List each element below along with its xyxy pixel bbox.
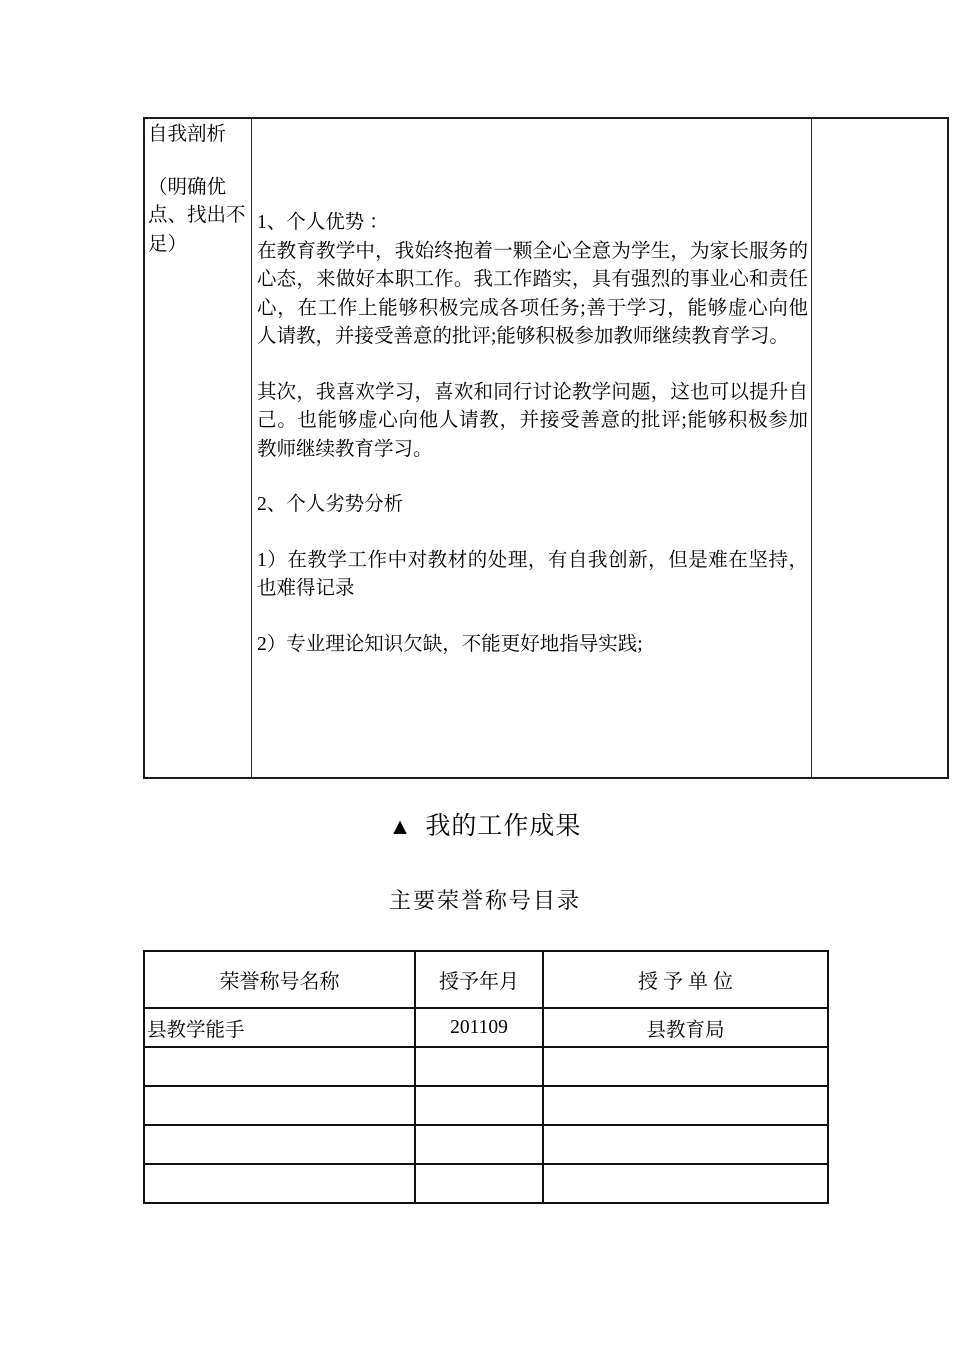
self-analysis-row bbox=[144, 118, 948, 778]
table-row bbox=[144, 1125, 828, 1164]
table-row bbox=[144, 1047, 828, 1086]
table-row bbox=[144, 1164, 828, 1203]
row-label-note: （明确优点、找出不足） bbox=[148, 176, 246, 255]
award-date-cell bbox=[415, 1125, 543, 1164]
self-analysis-label-cell bbox=[144, 118, 252, 778]
strengths-paragraph: 在教育教学中，我始终抱着一颗全心全意为学生，为家长服务的心态，来做好本职工作。我工作踏实，具有强烈的事业心和责任心，在工作上能够积极完成各项任务;善于学习，能够虚心向他人请教，并接受善意的批评;能够积极参加教师继续教育学习。 bbox=[257, 240, 808, 347]
honor-name-cell: 县教学能手 bbox=[144, 1008, 415, 1047]
empty-side-cell bbox=[812, 118, 949, 778]
award-unit-cell: 县教育局 bbox=[543, 1008, 828, 1047]
weakness-item-2: 2）专业理论知识欠缺，不能更好地指导实践; bbox=[257, 633, 643, 655]
header-honor-name: 荣誉称号名称 bbox=[144, 951, 415, 1008]
weakness-item-1: 1）在教学工作中对教材的处理，有自我创新，但是难在坚持，也难得记录 bbox=[257, 549, 808, 599]
award-unit-cell bbox=[543, 1125, 828, 1164]
self-analysis-table bbox=[143, 117, 949, 779]
award-date-cell: 201109 bbox=[415, 1008, 543, 1047]
honor-name-cell bbox=[144, 1086, 415, 1125]
award-date-cell bbox=[415, 1047, 543, 1086]
honors-header-row bbox=[144, 951, 828, 1008]
honor-name-cell bbox=[144, 1047, 415, 1086]
second-paragraph: 其次，我喜欢学习，喜欢和同行讨论教学问题，这也可以提升自己。也能够虚心向他人请教，并接受善意的批评;能够积极参加教师继续教育学习。 bbox=[257, 381, 808, 460]
honor-name-cell bbox=[144, 1125, 415, 1164]
self-analysis-content-cell bbox=[252, 118, 812, 778]
award-date-cell bbox=[415, 1164, 543, 1203]
table-row bbox=[144, 1008, 828, 1047]
header-award-unit: 授 予 单 位 bbox=[543, 951, 828, 1008]
weakness-heading: 2、个人劣势分析 bbox=[257, 494, 404, 515]
honors-list-subtitle: 主要荣誉称号目录 bbox=[388, 888, 581, 913]
section-title-text: 我的工作成果 bbox=[425, 813, 582, 840]
award-unit-cell bbox=[543, 1047, 828, 1086]
award-unit-cell bbox=[543, 1086, 828, 1125]
award-unit-cell bbox=[543, 1164, 828, 1203]
honors-table bbox=[143, 950, 829, 1204]
row-label: 自我剖析 bbox=[148, 124, 227, 145]
table-row bbox=[144, 1086, 828, 1125]
triangle-icon: ▲ bbox=[388, 814, 412, 839]
strengths-heading: 1、个人优势 ： bbox=[257, 212, 389, 233]
header-award-date: 授予年月 bbox=[415, 951, 543, 1008]
award-date-cell bbox=[415, 1086, 543, 1125]
section-title bbox=[143, 806, 827, 842]
honor-name-cell bbox=[144, 1164, 415, 1203]
